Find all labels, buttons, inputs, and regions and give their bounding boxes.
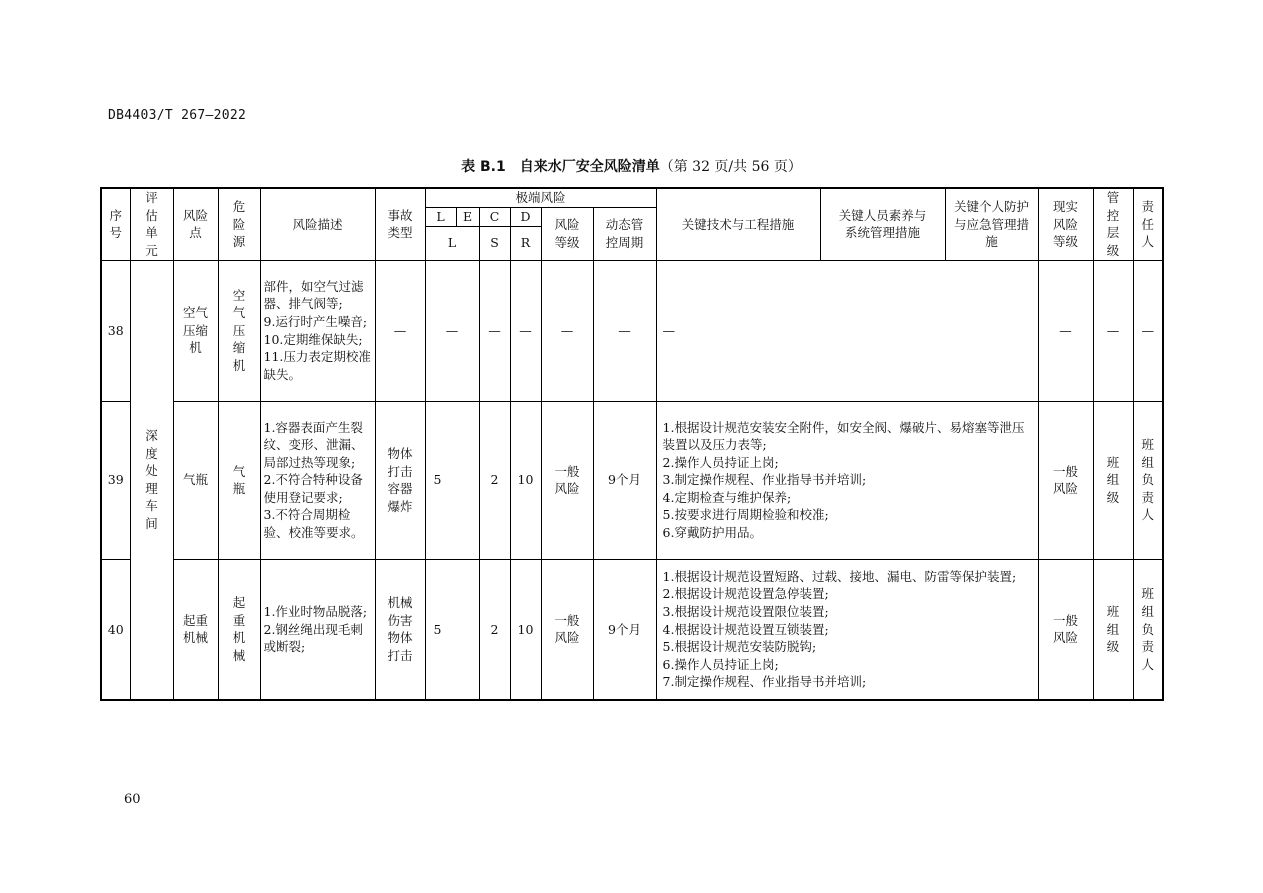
cell-hazard: 起重机械: [218, 559, 260, 700]
header-l-top: L: [425, 207, 456, 226]
cell-real-risk-level: 一般风险: [1038, 401, 1093, 559]
cell-responsible: —: [1133, 260, 1163, 401]
header-risk-description: 风险描述: [260, 188, 375, 260]
cell-l: 5: [425, 559, 479, 700]
cell-r: 10: [510, 559, 541, 700]
cell-responsible: 班组负责人: [1133, 559, 1163, 700]
cell-dynamic-cycle: 9个月: [593, 401, 656, 559]
page-number: 60: [124, 792, 141, 807]
cell-seq: 38: [101, 260, 130, 401]
cell-evaluation-unit: 深度处理车间: [130, 260, 173, 700]
header-c-top: C: [479, 207, 510, 226]
header-d-top: D: [510, 207, 541, 226]
header-e-top: E: [456, 207, 479, 226]
header-s-bottom: S: [479, 226, 510, 260]
risk-table: [100, 187, 1164, 701]
cell-s: 2: [479, 401, 510, 559]
cell-accident-type: 物体打击容器爆炸: [375, 401, 425, 559]
cell-control-level: —: [1093, 260, 1133, 401]
header-r-bottom: R: [510, 226, 541, 260]
cell-dynamic-cycle: —: [593, 260, 656, 401]
header-accident-type: 事故类型: [375, 188, 425, 260]
header-dynamic-cycle: 动态管控周期: [593, 207, 656, 260]
cell-l: 5: [425, 401, 479, 559]
cell-risk-level: 一般风险: [541, 559, 593, 700]
cell-r: —: [510, 260, 541, 401]
cell-risk-description: 1.作业时物品脱落; 2.钢丝绳出现毛刺或断裂;: [260, 559, 375, 700]
table-row: [101, 401, 1163, 559]
header-tech-measures: 关键技术与工程措施: [656, 188, 820, 260]
cell-accident-type: 机械伤害物体打击: [375, 559, 425, 700]
header-risk-level: 风险等级: [541, 207, 593, 260]
table-row: [101, 559, 1163, 700]
cell-hazard: 空气压缩机: [218, 260, 260, 401]
table-row: [101, 260, 1163, 401]
cell-s: —: [479, 260, 510, 401]
cell-seq: 39: [101, 401, 130, 559]
header-l-bottom: L: [425, 226, 479, 260]
cell-risk-point: 空气压缩机: [173, 260, 218, 401]
header-risk-point: 风险点: [173, 188, 218, 260]
cell-l: —: [425, 260, 479, 401]
cell-real-risk-level: 一般风险: [1038, 559, 1093, 700]
cell-accident-type: —: [375, 260, 425, 401]
header-real-risk-level: 现实风险等级: [1038, 188, 1093, 260]
header-responsible: 责任人: [1133, 188, 1163, 260]
header-ppe-measures: 关键个人防护与应急管理措施: [945, 188, 1038, 260]
header-mgmt-measures: 关键人员素养与系统管理措施: [820, 188, 945, 260]
cell-s: 2: [479, 559, 510, 700]
cell-dynamic-cycle: 9个月: [593, 559, 656, 700]
cell-measures: 1.根据设计规范设置短路、过载、接地、漏电、防雷等保护装置; 2.根据设计规范设置急停装置; 3.根据设计规范设置限位装置; 4.根据设计规范设置互锁装置; 5.根据设计规范安装防脱钩; 6.操作人员持证上岗; 7.制定操作规程、作业指导书并培训;: [656, 559, 1038, 700]
cell-control-level: 班组级: [1093, 559, 1133, 700]
header-hazard: 危险源: [218, 188, 260, 260]
header-control-level: 管控层级: [1093, 188, 1133, 260]
cell-measures: —: [656, 260, 1038, 401]
cell-risk-description: 1.容器表面产生裂纹、变形、泄漏、局部过热等现象; 2.不符合特种设备使用登记要求; 3.不符合周期检验、校准等要求。: [260, 401, 375, 559]
cell-r: 10: [510, 401, 541, 559]
cell-risk-description: 部件，如空气过滤器、排气阀等; 9.运行时产生噪音; 10.定期维保缺失; 11.压力表定期校准缺失。: [260, 260, 375, 401]
cell-responsible: 班组负责人: [1133, 401, 1163, 559]
table-number: 表 B.1: [461, 159, 506, 175]
cell-control-level: 班组级: [1093, 401, 1133, 559]
cell-risk-point: 气瓶: [173, 401, 218, 559]
document-code: DB4403/T 267—2022: [108, 108, 247, 123]
cell-measures: 1.根据设计规范安装安全附件，如安全阀、爆破片、易熔塞等泄压装置以及压力表等; 2.操作人员持证上岗; 3.制定操作规程、作业指导书并培训; 4.定期检查与维护保养; 5.按要求进行周期检验和校准; 6.穿戴防护用品。: [656, 401, 1038, 559]
table-name: 自来水厂安全风险清单: [519, 159, 660, 175]
cell-seq: 40: [101, 559, 130, 700]
header-unit: 评估单元: [130, 188, 173, 260]
table-title: [0, 156, 1263, 176]
cell-risk-level: —: [541, 260, 593, 401]
cell-risk-level: 一般风险: [541, 401, 593, 559]
header-extreme-risk: 极端风险: [425, 188, 656, 207]
cell-risk-point: 起重机械: [173, 559, 218, 700]
table-page-range: （第 32 页/共 56 页）: [659, 159, 802, 175]
cell-hazard: 气瓶: [218, 401, 260, 559]
header-seq: 序号: [101, 188, 130, 260]
cell-real-risk-level: —: [1038, 260, 1093, 401]
